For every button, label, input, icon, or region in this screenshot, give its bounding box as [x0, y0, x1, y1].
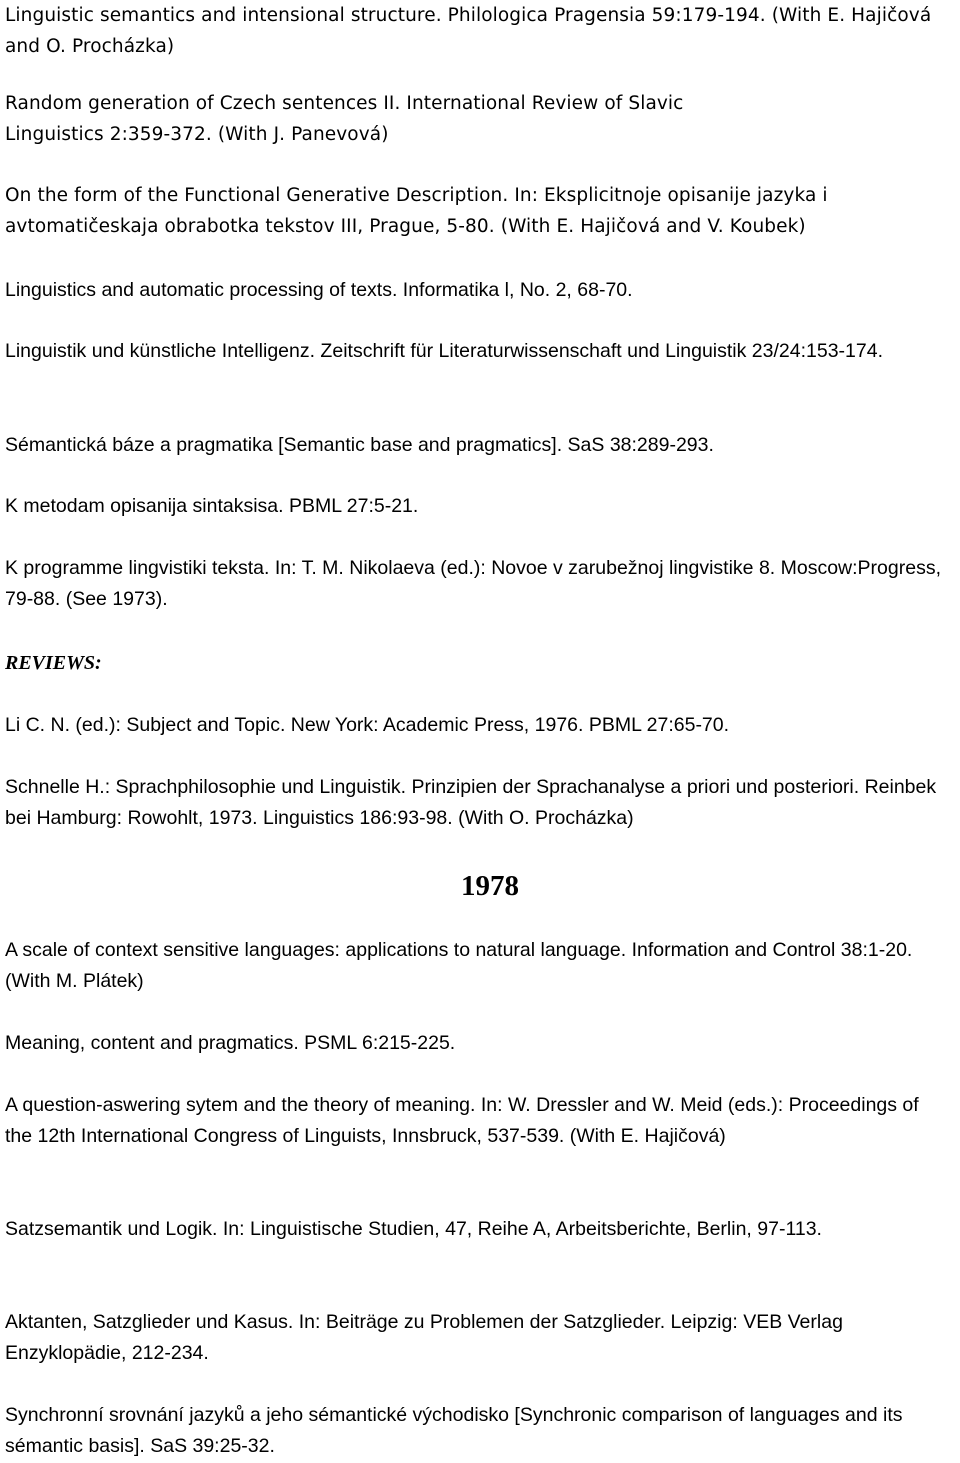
bibliography-entry: Synchronní srovnání jazyků a jeho sémantické východisko [Synchronic comparison of languages and its sémantic basis]. SaS 39:25-32.: [5, 1404, 903, 1457]
review-entry: Schnelle H.: Sprachphilosophie und Linguistik. Prinzipien der Sprachanalyse a priori und posteriori. Reinbek bei Hamburg: Rowohlt, 1973. Linguistics 186:93-98. (With O. Procházka): [5, 776, 937, 829]
reviews-heading: REVIEWS:: [5, 652, 102, 674]
bibliography-entry: A scale of context sensitive languages: applications to natural language. Information and Control 38:1-20. (With M. Plátek): [5, 939, 913, 992]
bibliography-entry: Linguistic semantics and intensional structure. Philologica Pragensia 59:179-194. (With E. Hajičová and O. Procházka): [5, 5, 932, 57]
bibliography-entry: Satzsemantik und Logik. In: Linguistische Studien, 47, Reihe A, Arbeitsberichte, Berlin, 97-113.: [5, 1218, 822, 1240]
review-entry: Li C. N. (ed.): Subject and Topic. New York: Academic Press, 1976. PBML 27:65-70.: [5, 714, 730, 736]
bibliography-entry: Linguistik und künstliche Intelligenz. Zeitschrift für Literaturwissenschaft und Linguistik 23/24:153-174.: [5, 340, 883, 362]
bibliography-entry: Sémantická báze a pragmatika [Semantic base and pragmatics]. SaS 38:289-293.: [5, 434, 714, 456]
bibliography-entry: Aktanten, Satzglieder und Kasus. In: Beiträge zu Problemen der Satzglieder. Leipzig: VEB Verlag Enzyklopädie, 212-234.: [5, 1311, 843, 1364]
year-heading: 1978: [461, 870, 519, 902]
bibliography-entry: K metodam opisanija sintaksisa. PBML 27:5-21.: [5, 495, 419, 517]
bibliography-entry: Meaning, content and pragmatics. PSML 6:215-225.: [5, 1032, 456, 1054]
bibliography-entry: On the form of the Functional Generative Description. In: Eksplicitnoje opisanije jazyka i avtomatičeskaja obrabotka tekstov III, Prague, 5-80. (With E. Hajičová and V. Koubek): [5, 185, 828, 237]
bibliography-entry: A question-aswering sytem and the theory of meaning. In: W. Dressler and W. Meid (eds.): Proceedings of the 12th International Congress of Linguists, Innsbruck, 537-539. (With E. Hajičová): [5, 1094, 919, 1147]
bibliography-entry: K programme lingvistiki teksta. In: T. M. Nikolaeva (ed.): Novoe v zarubežnoj lingvistike 8. Moscow:Progress, 79-88. (See 1973).: [5, 557, 941, 610]
bibliography-entry: Random generation of Czech sentences II. International Review of Slavic Linguistics 2:359-372. (With J. Panevová): [5, 93, 684, 145]
bibliography-entry: Linguistics and automatic processing of texts. Informatika l, No. 2, 68-70.: [5, 279, 633, 301]
